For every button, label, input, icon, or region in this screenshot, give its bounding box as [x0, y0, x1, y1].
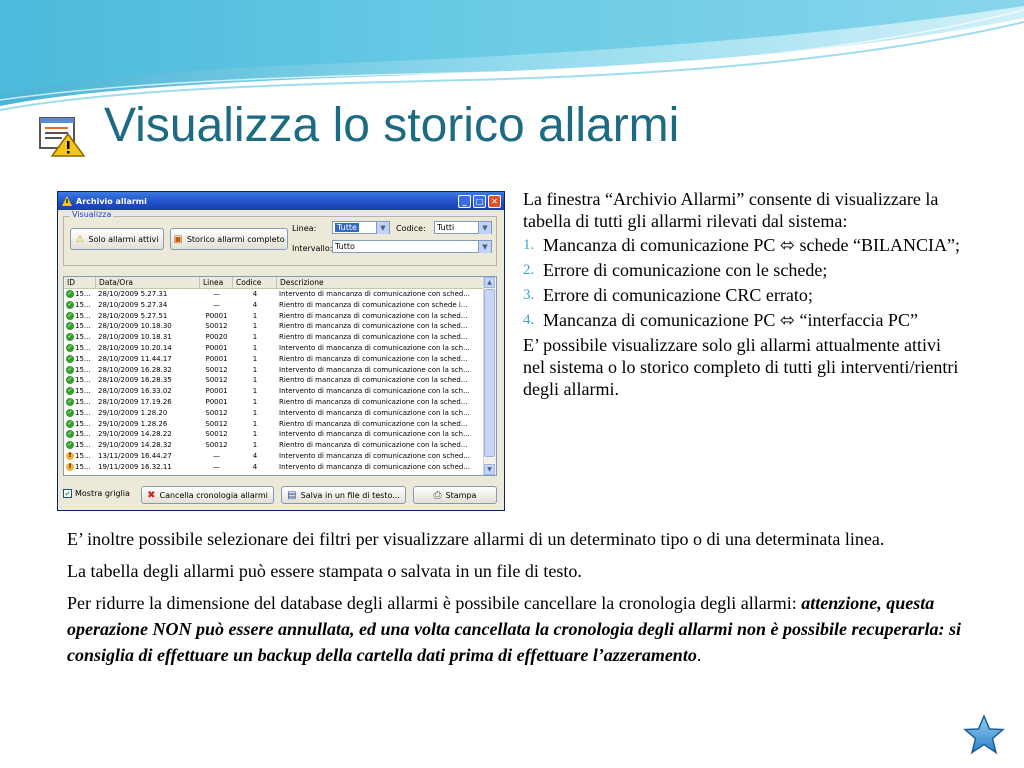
line-select-value: Tutte: [337, 223, 357, 232]
list-item: [523, 259, 963, 281]
table-row[interactable]: [64, 429, 496, 440]
table-row[interactable]: [64, 397, 496, 408]
filters-paragraph: E’ inoltre possibile selezionare dei filtri per visualizzare allarmi di un determinato tipo o di una determinata linea.: [67, 529, 885, 549]
checkmark-icon: ✔: [64, 490, 71, 498]
print-paragraph: La tabella degli allarmi può essere stampata o salvata in un file di testo.: [67, 561, 582, 581]
table-row[interactable]: [64, 451, 496, 462]
list-item-text: Mancanza di comunicazione PC ⬄ “interfaccia PC”: [543, 310, 918, 330]
row-line: S0012: [205, 441, 228, 450]
row-description: Intervento di mancanza di comunicazione con la sch...: [279, 430, 470, 439]
ok-status-icon: ✓: [67, 343, 73, 351]
row-id-text: 15...: [75, 376, 91, 385]
intro-paragraph: La finestra “Archivio Allarmi” consente di visualizzare la tabella di tutti gli allarmi rilevati dal sistema:: [523, 189, 939, 231]
ok-status-icon: ✓: [67, 311, 73, 319]
table-row[interactable]: [64, 408, 496, 419]
ok-status-icon: ✓: [67, 419, 73, 427]
row-id-text: 15...: [75, 462, 91, 471]
scroll-thumb[interactable]: [484, 289, 495, 457]
row-line: S0012: [205, 376, 228, 385]
row-date: 29/10/2009 1.28.26: [98, 419, 168, 428]
row-id: [64, 332, 96, 343]
row-line: P0001: [205, 354, 228, 363]
row-id-text: 15...: [75, 333, 91, 342]
row-date: 19/11/2009 16.32.11: [98, 462, 172, 471]
star-nav-icon[interactable]: [963, 714, 1005, 756]
row-code: 1: [252, 376, 258, 385]
ok-status-icon: ✓: [67, 430, 73, 438]
view-group-label: Visualizza: [72, 210, 112, 219]
history-icon: ▣: [173, 233, 183, 245]
row-description: Intervento di mancanza di comunicazione con la sch...: [279, 387, 470, 396]
row-id-text: 15...: [75, 419, 91, 428]
window-title: Archivio allarmi: [76, 196, 147, 206]
floppy-disk-icon: ▤: [287, 489, 297, 501]
table-row[interactable]: [64, 311, 496, 322]
row-description: Intervento di mancanza di comunicazione con sched...: [279, 290, 471, 298]
row-code: 1: [252, 441, 258, 450]
code-select-value: Tutti: [437, 223, 455, 232]
table-body: [64, 289, 496, 473]
row-id: [64, 321, 96, 332]
vertical-scrollbar[interactable]: [483, 277, 496, 475]
ok-status-icon: ✓: [67, 408, 73, 416]
column-header[interactable]: Codice: [233, 277, 277, 288]
warning-emphasis: attenzione, questa operazione NON può essere annullata, ed una volta cancellata la cronologia degli allarmi non è possibile recuperarla: si consiglia di effettuare un backup della cartella dati prima di effettuare l’azzeramento: [67, 593, 962, 665]
interval-select-value: Tutto: [335, 242, 355, 251]
row-code: 4: [252, 462, 258, 471]
save-text-file-button[interactable]: [281, 486, 406, 504]
row-date: 29/10/2009 14.28.22: [98, 430, 172, 439]
ok-status-icon: ✓: [67, 322, 73, 330]
row-line: P0001: [205, 311, 228, 320]
row-id-text: 15...: [75, 290, 91, 298]
table-row[interactable]: [64, 354, 496, 365]
show-grid-label: Mostra griglia: [75, 489, 130, 498]
close-button[interactable]: ✕: [488, 195, 501, 208]
row-id-text: 15...: [75, 430, 91, 439]
row-id: [64, 354, 96, 365]
line-select[interactable]: [332, 221, 390, 234]
row-id: [64, 440, 96, 451]
code-label: Codice:: [396, 224, 426, 233]
row-line: —: [213, 462, 220, 471]
row-description: Rientro di mancanza di comunicazione con la sched...: [279, 311, 468, 320]
row-code: 1: [252, 397, 258, 406]
row-date: 28/10/2009 17.19.26: [98, 397, 172, 406]
row-id: [64, 311, 96, 322]
row-id: [64, 397, 96, 408]
row-id: [64, 386, 96, 397]
ok-status-icon: ✓: [67, 365, 73, 373]
row-line: P0001: [205, 343, 228, 352]
row-id-text: 15...: [75, 397, 91, 406]
table-row[interactable]: [64, 419, 496, 430]
ok-status-icon: ✓: [67, 333, 73, 341]
description-text: [523, 188, 963, 400]
row-date: 28/10/2009 16.28.32: [98, 365, 172, 374]
page-title: Visualizza lo storico allarmi: [104, 99, 680, 152]
list-item-text: Errore di comunicazione CRC errato;: [543, 285, 813, 305]
row-line: P0001: [205, 397, 228, 406]
row-id: [64, 375, 96, 386]
row-line: —: [213, 290, 220, 298]
row-id: [64, 365, 96, 376]
row-line: —: [213, 451, 220, 460]
row-code: 1: [252, 333, 258, 342]
delete-history-label: Cancella cronologia allarmi: [159, 490, 268, 500]
ok-status-icon: ✓: [67, 387, 73, 395]
printer-icon: ⎙: [433, 489, 442, 501]
show-grid-checkbox[interactable]: [63, 489, 130, 498]
column-header[interactable]: Data/Ora: [96, 277, 200, 288]
row-description: Rientro di mancanza di comunicazione con la sched...: [279, 397, 468, 406]
row-line: S0012: [205, 408, 228, 417]
row-description: Intervento di mancanza di comunicazione con la sch...: [279, 408, 470, 417]
list-item: [523, 234, 963, 256]
row-date: 28/10/2009 10.18.31: [98, 333, 172, 342]
row-id-text: 15...: [75, 354, 91, 363]
minimize-button[interactable]: _: [458, 195, 471, 208]
alarm-table[interactable]: [63, 276, 497, 476]
interval-select[interactable]: [332, 240, 492, 253]
row-code: 1: [252, 365, 258, 374]
row-description: Rientro di mancanza di comunicazione con la sched...: [279, 376, 468, 385]
row-date: 28/10/2009 5.27.51: [98, 311, 168, 320]
row-line: —: [213, 300, 220, 309]
full-history-button[interactable]: [170, 228, 288, 250]
alarm-list-warning-icon: [38, 114, 86, 158]
list-number: 4.: [523, 312, 535, 328]
ok-status-icon: ✓: [67, 376, 73, 384]
print-label: Stampa: [445, 490, 477, 500]
list-item-text: Mancanza di comunicazione PC ⬄ schede “BILANCIA”;: [543, 235, 960, 255]
row-description: Intervento di mancanza di comunicazione con la sch...: [279, 365, 470, 374]
row-description: Intervento di mancanza di comunicazione con sched...: [279, 451, 471, 460]
row-description: Rientro di mancanza di comunicazione con la sched...: [279, 333, 468, 342]
row-description: Rientro di mancanza di comunicazione con la sched...: [279, 419, 468, 428]
view-group: [63, 210, 497, 266]
warning-status-icon: !: [66, 452, 74, 460]
row-date: 28/10/2009 16.33.02: [98, 387, 172, 396]
row-date: 29/10/2009 1.28.20: [98, 408, 168, 417]
alarm-archive-window: [57, 191, 505, 511]
delete-x-icon: ✖: [147, 489, 156, 501]
row-id-text: 15...: [75, 311, 91, 320]
table-header: [64, 277, 496, 289]
row-id-text: 15...: [75, 365, 91, 374]
row-id-text: 15...: [75, 387, 91, 396]
scroll-down-icon[interactable]: ▼: [484, 464, 495, 475]
row-date: 28/10/2009 10.20.14: [98, 343, 172, 352]
delete-history-button[interactable]: [141, 486, 274, 504]
delete-paragraph-start: Per ridurre la dimensione del database degli allarmi è possibile cancellare la cronologia degli allarmi:: [67, 593, 802, 613]
row-description: Rientro di mancanza di comunicazione con la sched...: [279, 322, 468, 331]
row-date: 13/11/2009 16.44.27: [98, 451, 172, 460]
warning-icon: ⚠: [75, 233, 85, 245]
row-id-text: 15...: [75, 451, 91, 460]
row-date: 28/10/2009 16.28.35: [98, 376, 172, 385]
chevron-down-icon: ▼: [478, 241, 491, 253]
outro-paragraph: E’ possibile visualizzare solo gli allarmi attualmente attivi nel sistema o lo storico completo di tutti gli interventi/rientri degli allarmi.: [523, 335, 959, 399]
active-alarms-label: Solo allarmi attivi: [88, 234, 159, 244]
row-description: Intervento di mancanza di comunicazione con la sch...: [279, 343, 470, 352]
row-code: 1: [252, 343, 258, 352]
row-id-text: 15...: [75, 408, 91, 417]
ok-status-icon: ✓: [67, 397, 73, 405]
column-header[interactable]: Descrizione: [277, 277, 484, 288]
row-code: 4: [252, 451, 258, 460]
row-code: 1: [252, 430, 258, 439]
row-id: [64, 462, 96, 473]
row-line: S0012: [205, 322, 228, 331]
table-row[interactable]: [64, 289, 496, 300]
row-description: Rientro di mancanza di comunicazione con la sched...: [279, 441, 468, 450]
row-id: [64, 343, 96, 354]
scroll-up-icon[interactable]: ▲: [484, 277, 495, 288]
row-date: 29/10/2009 14.28.32: [98, 441, 172, 450]
row-id-text: 15...: [75, 322, 91, 331]
interval-label: Intervallo:: [292, 244, 333, 253]
table-row[interactable]: [64, 462, 496, 473]
list-number: 1.: [523, 237, 535, 253]
chevron-down-icon: ▼: [478, 222, 491, 234]
row-line: P0020: [205, 333, 228, 342]
chevron-down-icon: ▼: [376, 222, 389, 234]
row-line: S0012: [205, 365, 228, 374]
row-description: Intervento di mancanza di comunicazione con sched...: [279, 462, 471, 471]
warning-icon: [62, 196, 72, 206]
save-text-file-label: Salva in un file di testo...: [300, 490, 400, 500]
row-id: [64, 419, 96, 430]
list-number: 2.: [523, 262, 535, 278]
row-code: 1: [252, 354, 258, 363]
row-date: 28/10/2009 10.18.30: [98, 322, 172, 331]
bottom-text: [67, 526, 962, 674]
warning-status-icon: !: [66, 463, 74, 471]
row-id-text: 15...: [75, 441, 91, 450]
row-line: S0012: [205, 430, 228, 439]
list-item: [523, 284, 963, 306]
full-history-label: Storico allarmi completo: [186, 234, 285, 244]
row-code: 4: [252, 290, 258, 298]
row-id: [64, 429, 96, 440]
column-header[interactable]: ID: [64, 277, 96, 288]
table-row[interactable]: [64, 375, 496, 386]
row-id: [64, 300, 96, 311]
print-button[interactable]: [413, 486, 497, 504]
row-id-text: 15...: [75, 343, 91, 352]
row-line: S0012: [205, 419, 228, 428]
row-code: 1: [252, 322, 258, 331]
list-item: [523, 309, 963, 331]
table-row[interactable]: [64, 300, 496, 311]
ok-status-icon: ✓: [67, 441, 73, 449]
table-row[interactable]: [64, 332, 496, 343]
ok-status-icon: ✓: [67, 290, 73, 297]
ok-status-icon: ✓: [67, 354, 73, 362]
row-id: [64, 289, 96, 300]
row-code: 1: [252, 408, 258, 417]
column-header[interactable]: Linea: [200, 277, 233, 288]
delete-paragraph: [67, 590, 962, 668]
row-id: [64, 451, 96, 462]
list-item-text: Errore di comunicazione con le schede;: [543, 260, 828, 280]
table-row[interactable]: [64, 365, 496, 376]
alarm-type-list: [523, 234, 963, 331]
row-code: 4: [252, 300, 258, 309]
row-line: P0001: [205, 387, 228, 396]
row-code: 1: [252, 311, 258, 320]
row-id: [64, 408, 96, 419]
row-date: 28/10/2009 5.27.34: [98, 300, 168, 309]
maximize-button[interactable]: □: [473, 195, 486, 208]
active-alarms-button[interactable]: [70, 228, 164, 250]
line-label: Linea:: [292, 224, 317, 233]
row-description: Rientro di mancanza di comunicazione con la sched...: [279, 354, 468, 363]
row-date: 28/10/2009 11.44.17: [98, 354, 172, 363]
row-date: 28/10/2009 5.27.31: [98, 290, 168, 298]
row-description: Rientro di mancanza di comunicazione con schede i...: [279, 300, 468, 309]
code-select[interactable]: [434, 221, 492, 234]
row-code: 1: [252, 387, 258, 396]
list-number: 3.: [523, 287, 535, 303]
row-code: 1: [252, 419, 258, 428]
table-row[interactable]: [64, 321, 496, 332]
row-id-text: 15...: [75, 300, 91, 309]
table-row[interactable]: [64, 386, 496, 397]
table-row[interactable]: [64, 343, 496, 354]
ok-status-icon: ✓: [67, 300, 73, 308]
table-row[interactable]: [64, 440, 496, 451]
window-titlebar[interactable]: [58, 192, 504, 210]
delete-paragraph-end: .: [696, 645, 702, 665]
